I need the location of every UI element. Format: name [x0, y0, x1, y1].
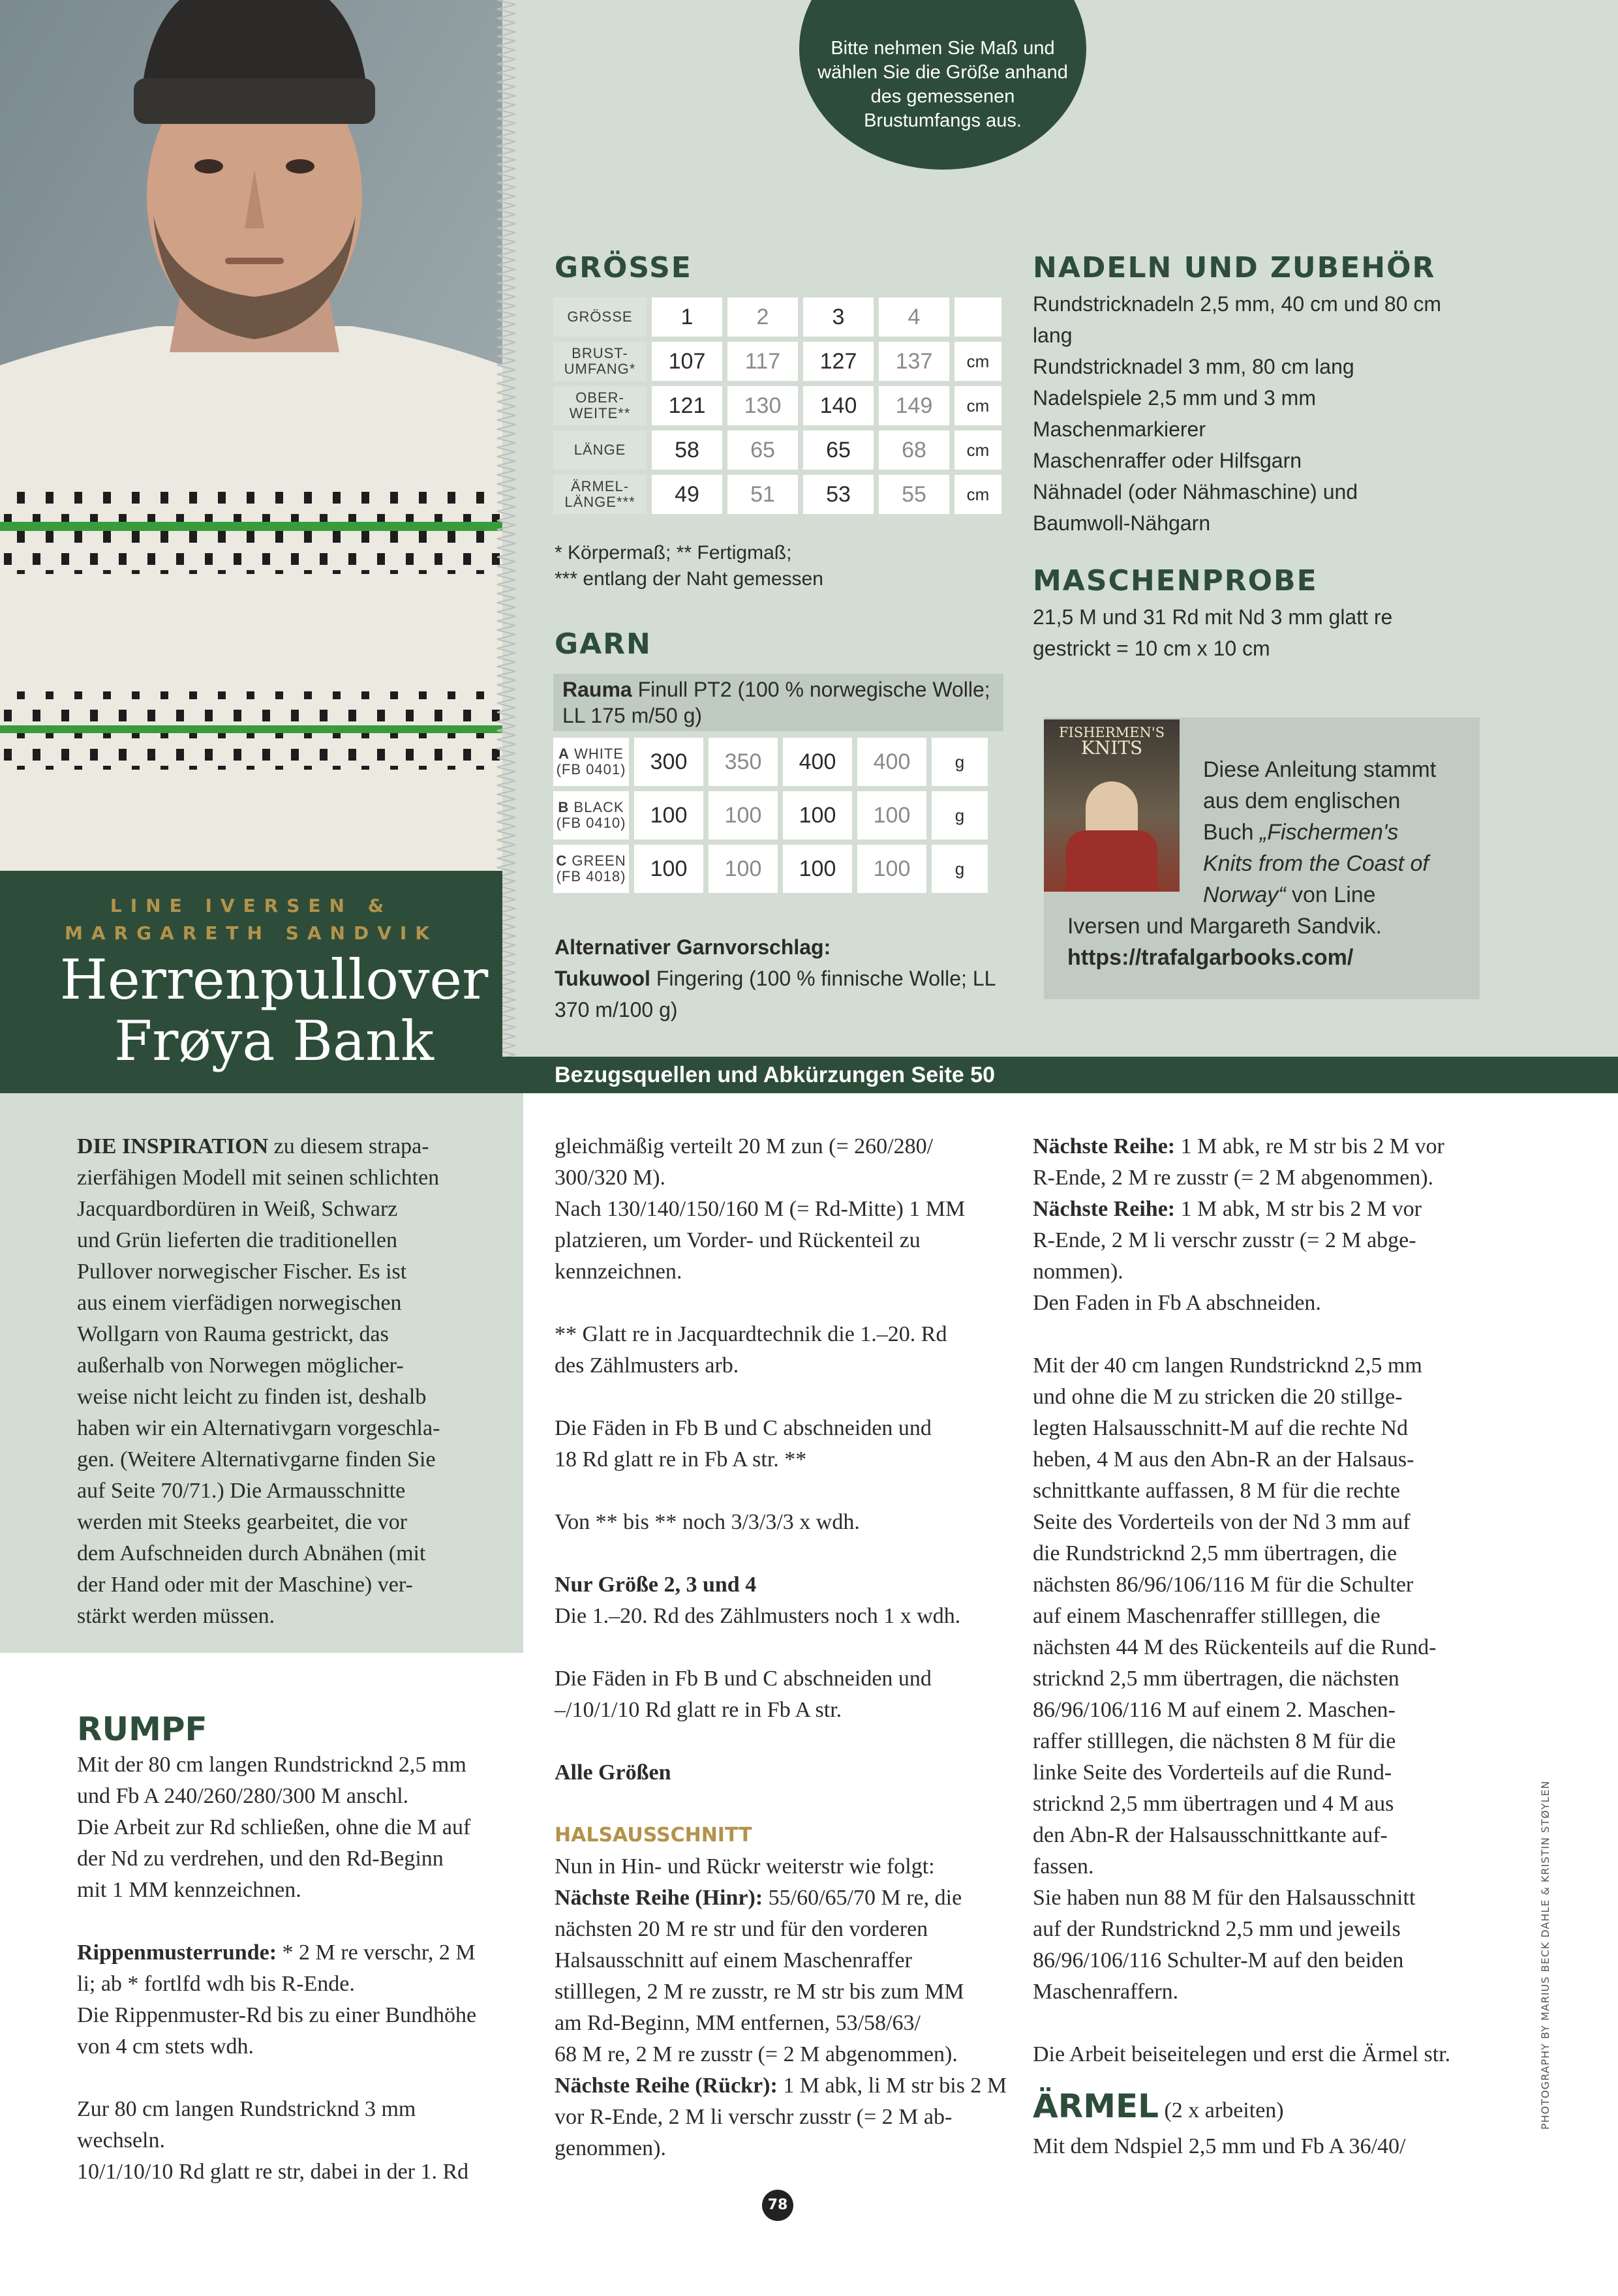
section-gap	[77, 1632, 514, 1709]
col3-line: Mit der 40 cm langen Rundstricknd 2,5 mm	[1033, 1353, 1422, 1378]
size-value: 51	[727, 475, 798, 514]
alt-yarn-desc: Fingering (100 % finnische Wolle; LL 370 m/100 g)	[555, 967, 996, 1021]
paragraph-gap	[555, 1382, 1011, 1413]
col3-line: stricknd 2,5 mm übertragen und 4 M aus	[1033, 1792, 1394, 1816]
inspiration-line: stärkt werden müssen.	[77, 1604, 275, 1628]
col2-line: des Zählmusters arb.	[555, 1353, 739, 1378]
yarn-amount: 400	[783, 738, 852, 786]
yarn-row	[553, 738, 988, 786]
col2-line: Die Fäden in Fb B und C abschneiden und	[555, 1416, 932, 1440]
photo-credit	[1539, 1777, 1559, 2130]
size-value: 1	[652, 297, 722, 337]
size-value: 117	[727, 342, 798, 381]
sleeve-heading-text: ÄRMEL	[1033, 2087, 1159, 2125]
col2-line: gleichmäßig verteilt 20 M zun (= 260/280/	[555, 1134, 934, 1158]
col3-line: nächsten 44 M des Rückenteils auf die Rund-	[1033, 1635, 1437, 1659]
book-cover-title-1: FISHERMEN'S	[1058, 725, 1165, 740]
pattern-title	[0, 949, 548, 1072]
col3-line: Den Faden in Fb A abschneiden.	[1033, 1291, 1321, 1315]
yarn-code: A	[558, 746, 570, 762]
rib-line: li; ab * fortlfd wdh bis R-Ende.	[77, 1972, 355, 1996]
size-footnote-1: * Körpermaß; ** Fertigmaß;	[555, 542, 792, 564]
rumpf-line: Die Arbeit zur Rd schließen, ohne die M auf	[77, 1815, 471, 1839]
model-photo	[0, 0, 502, 871]
inspiration-line: weise nicht leicht zu finden ist, deshalb	[77, 1385, 427, 1409]
inspiration-line: aus einem vierfädigen norwegischen	[77, 1291, 402, 1315]
size-value: 55	[879, 475, 949, 514]
needles-line: Maschenmarkierer	[1033, 417, 1206, 441]
size-value: 58	[652, 430, 722, 470]
yarn-unit: g	[932, 791, 988, 839]
size-value: 68	[879, 430, 949, 470]
size-row	[553, 297, 1001, 337]
size-value: 140	[803, 386, 874, 425]
sleeve-note: (2 x arbeiten)	[1158, 2098, 1284, 2122]
yarn-table	[548, 733, 993, 898]
inspiration-line: zierfähigen Modell mit seinen schlichten	[77, 1166, 440, 1190]
book-text-line-4	[1067, 848, 1472, 879]
yarn-code: C	[556, 853, 568, 869]
rib-line: von 4 cm stets wdh.	[77, 2034, 254, 2059]
rumpf-line: Mit der 80 cm langen Rundstricknd 2,5 mm	[77, 1753, 466, 1777]
inspiration-lead-text: zu diesem strapa-	[268, 1134, 429, 1158]
col3-line: und ohne die M zu stricken die 20 stillge-	[1033, 1385, 1403, 1409]
size-unit: cm	[954, 386, 1001, 425]
yarn-amount: 350	[709, 738, 778, 786]
col2-line: am Rd-Beginn, MM entfernen, 53/58/63/	[555, 2011, 921, 2035]
gauge-line-2: gestrickt = 10 cm x 10 cm	[1033, 637, 1270, 660]
yarn-fb: (FB 0401)	[556, 761, 626, 778]
book-text-line-1: Diese Anleitung stammt	[1203, 757, 1437, 782]
inspiration-line: dem Aufschneiden durch Abnähen (mit	[77, 1541, 426, 1565]
yarn-amount: 100	[634, 791, 703, 839]
rumpf-line: und Fb A 240/260/280/300 M anschl.	[77, 1784, 409, 1808]
col3-line: Mit dem Ndspiel 2,5 mm und Fb A 36/40/	[1033, 2134, 1406, 2158]
yarn-amount: 100	[783, 791, 852, 839]
col2-line: Von ** bis ** noch 3/3/3/3 x wdh.	[555, 1510, 860, 1534]
paragraph-gap	[1033, 2008, 1503, 2039]
col2-line: –/10/1/10 Rd glatt re in Fb A str.	[555, 1698, 842, 1722]
alt-yarn-text	[555, 963, 1011, 1025]
yarn-description	[553, 674, 1003, 731]
yarn-color-label	[553, 845, 629, 893]
size-row	[553, 430, 1001, 470]
size-row-label: BRUST- UMFANG*	[553, 342, 647, 381]
yarn-unit: g	[932, 845, 988, 893]
gauge-heading: MASCHENPROBE	[1033, 564, 1318, 597]
size-row-label: ÄRMEL- LÄNGE***	[553, 475, 647, 514]
col2-line: 18 Rd glatt re in Fb A str. **	[555, 1447, 807, 1472]
inspiration-line: gen. (Weitere Alternativgarne finden Sie	[77, 1447, 436, 1472]
col3-line: Sie haben nun 88 M für den Halsausschnitt	[1033, 1886, 1416, 1910]
size-heading: GRÖSSE	[555, 251, 692, 284]
paragraph-gap	[555, 1538, 1011, 1569]
col2-line: Halsausschnitt auf einem Maschenraffer	[555, 1948, 912, 1972]
rumpf-tail-line: wechseln.	[77, 2128, 166, 2152]
yarn-amount: 100	[709, 845, 778, 893]
yarn-row	[553, 791, 988, 839]
col3-line: heben, 4 M aus den Abn-R an der Halsaus-	[1033, 1447, 1414, 1472]
column-1	[77, 1131, 514, 2188]
yarn-color-name: BLACK	[573, 799, 624, 815]
authors-line-2: MARGARETH SANDVIK	[64, 922, 438, 944]
inspiration-line: werden mit Steeks gearbeitet, die vor	[77, 1510, 408, 1534]
pattern-title-line-1: Herrenpullover	[59, 948, 489, 1012]
photo-credit-text: PHOTOGRAPHY BY MARIUS BECK DAHLE & KRISTIN STØYLEN	[1539, 1780, 1551, 2130]
needles-line: Nadelspiele 2,5 mm und 3 mm	[1033, 386, 1316, 410]
yarn-brand: Rauma	[562, 678, 632, 701]
size-value: 107	[652, 342, 722, 381]
book-title-1: „Fischermen's	[1259, 820, 1399, 845]
paragraph-gap	[555, 1726, 1011, 1757]
col3-line: auf einem Maschenraffer stilllegen, die	[1033, 1604, 1381, 1628]
rib-lead-label: Rippenmusterrunde:	[77, 1941, 277, 1965]
inspiration-lead-label: DIE INSPIRATION	[77, 1134, 269, 1158]
yarn-color-label	[553, 738, 629, 786]
rumpf-tail-line: 10/1/10/10 Rd glatt re str, dabei in der 1. Rd	[77, 2160, 469, 2184]
next-row-lead-text: 1 M abk, re M str bis 2 M vor	[1175, 1134, 1444, 1158]
rumpf-tail-line: Zur 80 cm langen Rundstricknd 3 mm	[77, 2097, 416, 2121]
size-unit: cm	[954, 430, 1001, 470]
yarn-amount: 100	[709, 791, 778, 839]
book-text-line-5	[1067, 879, 1472, 911]
col3-line: fassen.	[1033, 1854, 1094, 1879]
col2-line: nächsten 20 M re str und für den vorderen	[555, 1917, 928, 1941]
yarn-row	[553, 845, 988, 893]
size-table	[548, 292, 1007, 519]
yarn-amount: 300	[634, 738, 703, 786]
paragraph-gap	[555, 1475, 1011, 1507]
alt-yarn	[555, 931, 1011, 1025]
size-row	[553, 342, 1001, 381]
inspiration-line: Wollgarn von Rauma gestrickt, das	[77, 1322, 389, 1346]
col2-line: Nun in Hin- und Rückr weiterstr wie folgt:	[555, 1854, 935, 1879]
size-value: 130	[727, 386, 798, 425]
yarn-color-label	[553, 791, 629, 839]
size-unit: cm	[954, 342, 1001, 381]
col3-line: legten Halsausschnitt-M auf die rechte Nd	[1033, 1416, 1408, 1440]
col3-line: auf der Rundstricknd 2,5 mm und jeweils	[1033, 1917, 1401, 1941]
size-footnotes	[555, 540, 823, 592]
book-title-2: Knits from the Coast of	[1203, 851, 1429, 876]
paragraph-gap	[77, 1906, 514, 1937]
rib-lead	[77, 1937, 514, 1969]
yarn-amount: 100	[783, 845, 852, 893]
yarn-heading: GARN	[555, 627, 652, 661]
inspiration-line: und Grün lieferten die traditionellen	[77, 1228, 397, 1252]
yarn-amount: 100	[634, 845, 703, 893]
book-cover-title-2: KNITS	[1080, 737, 1143, 759]
next-row-lead	[1033, 1194, 1503, 1225]
sleeve-heading	[1033, 2086, 1503, 2131]
next-row-lead-text: 1 M abk, M str bis 2 M vor	[1175, 1197, 1422, 1221]
yarn-amount: 100	[857, 791, 926, 839]
needles-heading: NADELN UND ZUBEHÖR	[1033, 251, 1436, 284]
yarn-code: B	[558, 799, 570, 815]
measure-note: Bitte nehmen Sie Maß und wählen Sie die Größe anhand des gemessenen Brustumfangs aus.	[817, 38, 1068, 131]
col2-line: platzieren, um Vorder- und Rückenteil zu	[555, 1228, 921, 1252]
book-text-line-6: Iversen und Margareth Sandvik.	[1067, 914, 1382, 939]
col2-line: vor R-Ende, 2 M li verschr zusstr (= 2 M ab-	[555, 2105, 953, 2129]
book-text-line-2: aus dem englischen	[1203, 789, 1401, 813]
col3-line: Maschenraffern.	[1033, 1980, 1179, 2004]
size-row-label: OBER- WEITE**	[553, 386, 647, 425]
rib-line: Die Rippenmuster-Rd bis zu einer Bundhöhe	[77, 2003, 477, 2027]
col2-line: genommen).	[555, 2136, 666, 2160]
paragraph-gap	[77, 2062, 514, 2094]
inspiration-line: Pullover norwegischer Fischer. Es ist	[77, 1260, 407, 1284]
rumpf-heading: RUMPF	[77, 1710, 207, 1748]
size-value: 149	[879, 386, 949, 425]
col2-line: Die 1.–20. Rd des Zählmusters noch 1 x wdh.	[555, 1604, 961, 1628]
book-text-buch: Buch	[1203, 820, 1260, 845]
yarn-unit: g	[932, 738, 988, 786]
col3-line: nommen).	[1033, 1260, 1123, 1284]
size-value: 121	[652, 386, 722, 425]
size-value: 53	[803, 475, 874, 514]
column-2	[555, 1131, 1011, 2164]
size-row-label: LÄNGE	[553, 430, 647, 470]
col2-line: Nach 130/140/150/160 M (= Rd-Mitte) 1 MM	[555, 1197, 966, 1221]
paragraph-gap	[1033, 1319, 1503, 1350]
inspiration-line: Jacquardbordüren in Weiß, Schwarz	[77, 1197, 398, 1221]
yarn-amount: 100	[857, 845, 926, 893]
row-rs-lead-label: Nächste Reihe (Hinr):	[555, 1886, 763, 1910]
authors	[0, 892, 502, 947]
needles-line: Maschenraffer oder Hilfsgarn	[1033, 449, 1302, 472]
col3-line: R-Ende, 2 M re zusstr (= 2 M abgenommen).	[1033, 1166, 1434, 1190]
neckline-heading: HALSAUSSCHNITT	[555, 1824, 752, 1847]
row-ws-lead	[555, 2070, 1011, 2102]
book-cover-title	[1044, 725, 1180, 759]
yarn-amount: 400	[857, 738, 926, 786]
book-url-link[interactable]: https://trafalgarbooks.com/	[1067, 945, 1354, 970]
inspiration-line: außerhalb von Norwegen möglicher-	[77, 1353, 404, 1378]
yarn-fb: (FB 0410)	[556, 815, 626, 831]
col2-line: ** Glatt re in Jacquardtechnik die 1.–20. Rd	[555, 1322, 947, 1346]
section-gap	[1033, 2070, 1503, 2086]
rib-lead-text: * 2 M re verschr, 2 M	[277, 1941, 476, 1965]
needles-list	[1033, 288, 1503, 539]
size-unit	[954, 297, 1001, 337]
row-ws-lead-text: 1 M abk, li M str bis 2 M	[777, 2074, 1007, 2098]
book-text	[1067, 754, 1472, 973]
size-value: 65	[727, 430, 798, 470]
alt-yarn-brand: Tukuwool	[555, 967, 650, 990]
inspiration-line: der Hand oder mit der Maschine) ver-	[77, 1573, 413, 1597]
inspiration-line: haben wir ein Alternativgarn vorgeschla-	[77, 1416, 440, 1440]
size-value: 65	[803, 430, 874, 470]
col2-line: 300/320 M).	[555, 1166, 665, 1190]
size-row-label: GRÖSSE	[553, 297, 647, 337]
col3-line: die Rundstricknd 2,5 mm übertragen, die	[1033, 1541, 1397, 1565]
row-rs-lead	[555, 1882, 1011, 1914]
row-ws-lead-label: Nächste Reihe (Rückr):	[555, 2074, 778, 2098]
needles-line: Nähnadel (oder Nähmaschine) und	[1033, 480, 1358, 504]
needles-line: Rundstricknadeln 2,5 mm, 40 cm und 80 cm	[1033, 292, 1442, 316]
paragraph-gap	[555, 1632, 1011, 1663]
book-text-line-3	[1067, 817, 1472, 848]
col3-line: 86/96/106/116 Schulter-M auf den beiden	[1033, 1948, 1404, 1972]
yarn-desc: Finull PT2 (100 % norwegische Wolle; LL 175 m/50 g)	[562, 678, 990, 727]
col3-line: R-Ende, 2 M li verschr zusstr (= 2 M abge-	[1033, 1228, 1416, 1252]
size-value: 137	[879, 342, 949, 381]
col3-line: 86/96/106/116 M auf einem 2. Maschen-	[1033, 1698, 1396, 1722]
gauge-text	[1033, 601, 1503, 664]
pattern-title-line-2: Frøya Bank	[114, 1009, 435, 1073]
next-row-lead	[1033, 1131, 1503, 1162]
size-value: 127	[803, 342, 874, 381]
all-sizes-subheading: Alle Größen	[555, 1760, 671, 1785]
inspiration-lead	[77, 1131, 514, 1162]
size-value: 2	[727, 297, 798, 337]
sources-bar: Bezugsquellen und Abkürzungen Seite 50	[502, 1057, 1618, 1093]
rumpf-line: mit 1 MM kennzeichnen.	[77, 1878, 301, 1902]
size-value: 4	[879, 297, 949, 337]
gauge-line-1: 21,5 M und 31 Rd mit Nd 3 mm glatt re	[1033, 605, 1393, 629]
size-value: 49	[652, 475, 722, 514]
col2-line: kennzeichnen.	[555, 1260, 682, 1284]
needles-line: Baumwoll-Nähgarn	[1033, 511, 1211, 535]
yarn-color-name: GREEN	[572, 853, 626, 869]
needles-line: lang	[1033, 324, 1073, 347]
paragraph-gap	[555, 1789, 1011, 1820]
book-text-von: von Line	[1285, 883, 1376, 907]
book-title-3: Norway“	[1203, 883, 1286, 907]
col2-line: 68 M re, 2 M re zusstr (= 2 M abgenommen).	[555, 2042, 958, 2066]
col3-line: nächsten 86/96/106/116 M für die Schulter	[1033, 1573, 1414, 1597]
row-rs-lead-text: 55/60/65/70 M re, die	[763, 1886, 962, 1910]
column-3	[1033, 1131, 1503, 2162]
rumpf-line: der Nd zu verdrehen, und den Rd-Beginn	[77, 1847, 444, 1871]
needles-line: Rundstricknadel 3 mm, 80 cm lang	[1033, 355, 1354, 378]
authors-line-1: LINE IVERSEN &	[110, 895, 393, 916]
next-row-lead-label: Nächste Reihe:	[1033, 1197, 1176, 1221]
alt-yarn-label: Alternativer Garnvorschlag:	[555, 935, 831, 959]
page-number: 78	[762, 2190, 793, 2221]
col3-line: den Abn-R der Halsausschnittkante auf-	[1033, 1823, 1388, 1847]
yarn-fb: (FB 4018)	[556, 868, 626, 884]
col3-line: raffer stilllegen, die nächsten 8 M für die	[1033, 1729, 1396, 1753]
col3-line: Seite des Vorderteils von der Nd 3 mm auf	[1033, 1510, 1411, 1534]
col3-line: linke Seite des Vorderteils auf die Rund-	[1033, 1760, 1392, 1785]
size-unit: cm	[954, 475, 1001, 514]
col2-line: Die Fäden in Fb B und C abschneiden und	[555, 1667, 932, 1691]
col3-line: schnittkante auffassen, 8 M für die rechte	[1033, 1479, 1401, 1503]
col3-line: stricknd 2,5 mm übertragen, die nächsten	[1033, 1667, 1399, 1691]
col3-line: Die Arbeit beiseitelegen und erst die Ärmel str.	[1033, 2042, 1451, 2066]
size-footnote-2: *** entlang der Naht gemessen	[555, 568, 823, 590]
col2-line: stilllegen, 2 M re zusstr, re M str bis zum MM	[555, 1980, 964, 2004]
size-row	[553, 386, 1001, 425]
size-subheading: Nur Größe 2, 3 und 4	[555, 1573, 757, 1597]
inspiration-line: auf Seite 70/71.) Die Armausschnitte	[77, 1479, 406, 1503]
size-value: 3	[803, 297, 874, 337]
size-row	[553, 475, 1001, 514]
paragraph-gap	[555, 1288, 1011, 1319]
next-row-lead-label: Nächste Reihe:	[1033, 1134, 1176, 1158]
yarn-color-name: WHITE	[574, 746, 624, 762]
